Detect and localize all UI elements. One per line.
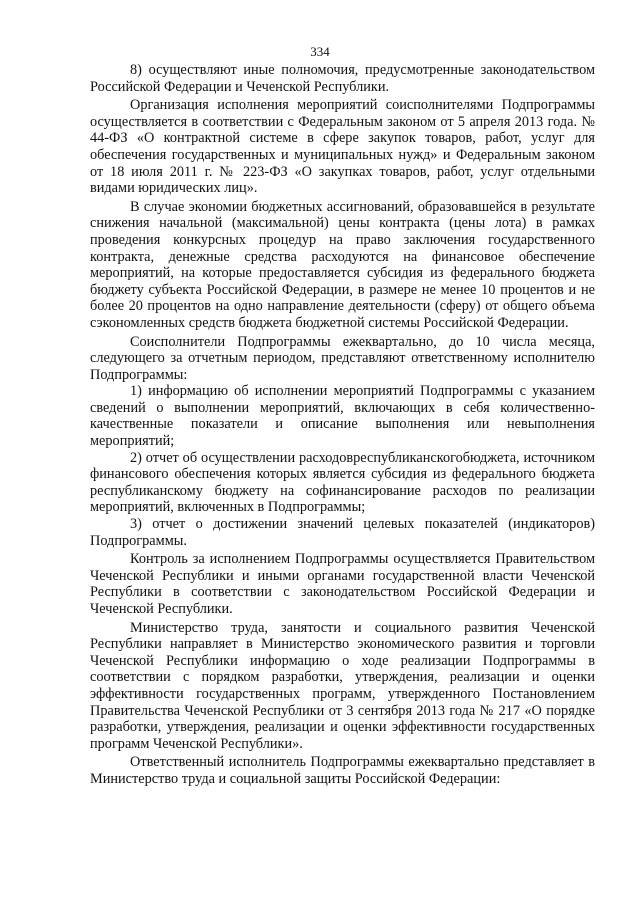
paragraph-ministry-report: Министерство труда, занятости и социального развития Чеченской Республики направляет в Министерство экономического развития и торговли Чеченской Республики информацию о ходе реализации Подпрограммы в соответствии с порядком разработки, утверждения, реализации и оценки эффективности государственных программ, утвержденного Постановлением Правительства Чеченской Республики от 3 сентября 2013 года № 217 «О порядке разработки, утверждения, реализации и оценки эффективности государственных программ Чеченской Республики». (90, 619, 595, 752)
list-item-1: 1) информацию об исполнении мероприятий Подпрограммы с указанием сведений о выполнении мероприятий, включающих в себя количественно-качественные показатели и описание выполнения или невыполнения мероприятий; (90, 383, 595, 450)
list-item-3: 3) отчет о достижении значений целевых показателей (индикаторов) Подпрограммы. (90, 516, 595, 549)
paragraph-budget-savings: В случае экономии бюджетных ассигнований, образовавшейся в результате снижения начальной (максимальной) цены контракта (цены лота) в рамках проведения конкурсных процедур на право заключения государственного контракта, денежные средства расходуются на финансовое обеспечение мероприятий, на которые предоставляется субсидия из федерального бюджета бюджету субъекта Российской Федерации, в размере не менее 10 процентов и не более 20 процентов на одно направление деятельности (сферу) от общего объема сэкономленных средств бюджета бюджетной системы Российской Федерации. (90, 198, 595, 331)
list-item-2: 2) отчет об осуществлении расходовреспубликанскогобюджета, источником финансового обеспечения которых является субсидия из федерального бюджета республиканскому бюджету на софинансирование расходов по реализации мероприятий, включенных в Подпрограммы; (90, 449, 595, 516)
paragraph-organization: Организация исполнения мероприятий соисполнителями Подпрограммы осуществляется в соответствии с Федеральным законом от 5 апреля 2013 года. № 44-ФЗ «О контрактной системе в сфере закупок товаров, работ, услуг для обеспечения государственных и муниципальных нужд» и Федеральным законом от 18 июля 2011 г. № 223-ФЗ «О закупках товаров, работ, услуг отдельными видами юридических лиц». (90, 97, 595, 197)
paragraph-responsible-executor: Ответственный исполнитель Подпрограммы ежеквартально представляет в Министерство труда и социальной защиты Российской Федерации: (90, 754, 595, 787)
document-body (90, 62, 595, 790)
page-number: 334 (310, 44, 330, 59)
paragraph-control: Контроль за исполнением Подпрограммы осуществляется Правительством Чеченской Республики и иными органами государственной власти Чеченской Республики в соответствии с законодательством Российской Федерации и Чеченской Республики. (90, 551, 595, 617)
paragraph-other-powers: 8) осуществляют иные полномочия, предусмотренные законодательством Российской Федерации и Чеченской Республики. (90, 62, 595, 95)
paragraph-coexecutors-report: Соисполнители Подпрограммы ежеквартально, до 10 числа месяца, следующего за отчетным периодом, представляют ответственному исполнителю Подпрограммы: (90, 333, 595, 383)
